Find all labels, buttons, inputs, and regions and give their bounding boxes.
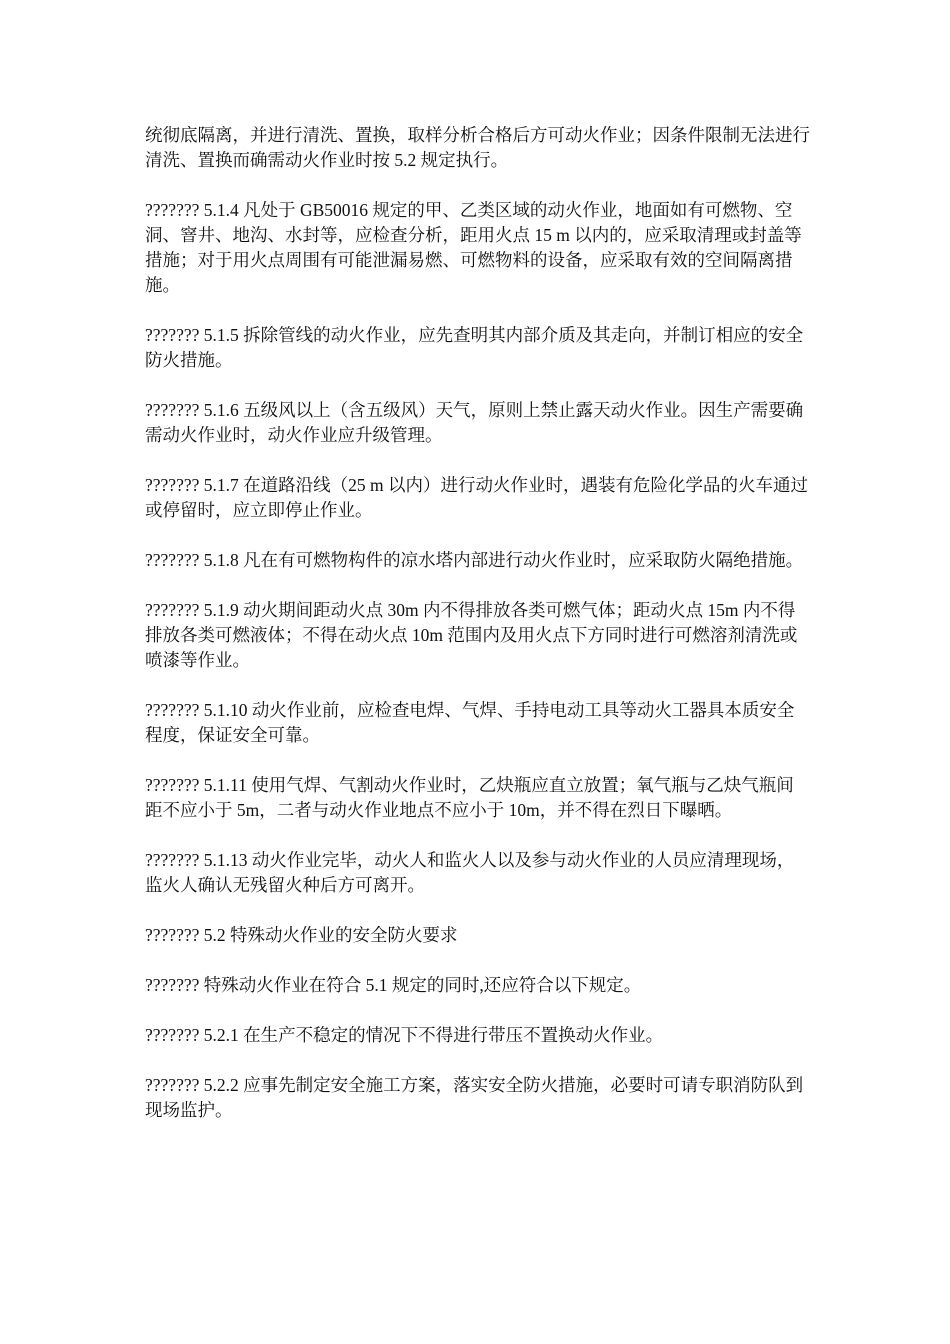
paragraph-5-2-intro: ??????? 特殊动火作业在符合 5.1 规定的同时,还应符合以下规定。	[145, 975, 642, 995]
section-heading-5-2: ??????? 5.2 特殊动火作业的安全防火要求	[145, 925, 458, 945]
paragraph-5-2-2: ??????? 5.2.2 应事先制定安全施工方案，落实安全防火措施，必要时可请专职消防队到现场监护。	[145, 1075, 804, 1120]
paragraph-continuation: 统彻底隔离，并进行清洗、置换，取样分析合格后方可动火作业；因条件限制无法进行清洗、置换而确需动火作业时按 5.2 规定执行。	[145, 125, 810, 170]
document-body	[145, 123, 810, 1148]
paragraph-5-1-5: ??????? 5.1.5 拆除管线的动火作业，应先查明其内部介质及其走向，并制订相应的安全防火措施。	[145, 325, 804, 370]
paragraph-5-1-4: ??????? 5.1.4 凡处于 GB50016 规定的甲、乙类区域的动火作业，地面如有可燃物、空洞、窨井、地沟、水封等，应检查分析，距用火点 15 m 以内的，应采取清理或封盖等措施；对于用火点周围有可能泄漏易燃、可燃物料的设备，应采取有效的空间隔离措施。	[145, 200, 802, 295]
paragraph-5-1-9: ??????? 5.1.9 动火期间距动火点 30m 内不得排放各类可燃气体；距动火点 15m 内不得排放各类可燃液体；不得在动火点 10m 范围内及用火点下方同时进行可燃溶剂清洗或喷漆等作业。	[145, 600, 798, 670]
paragraph-5-1-11: ??????? 5.1.11 使用气焊、气割动火作业时，乙炔瓶应直立放置；氧气瓶与乙炔气瓶间距不应小于 5m，二者与动火作业地点不应小于 10m，并不得在烈日下曝晒。	[145, 775, 794, 820]
paragraph-5-1-13: ??????? 5.1.13 动火作业完毕，动火人和监火人以及参与动火作业的人员应清理现场，监火人确认无残留火种后方可离开。	[145, 850, 795, 895]
paragraph-5-1-10: ??????? 5.1.10 动火作业前，应检查电焊、气焊、手持电动工具等动火工器具本质安全程度，保证安全可靠。	[145, 700, 795, 745]
paragraph-5-1-6: ??????? 5.1.6 五级风以上（含五级风）天气，原则上禁止露天动火作业。因生产需要确需动火作业时，动火作业应升级管理。	[145, 400, 804, 445]
paragraph-5-1-8: ??????? 5.1.8 凡在有可燃物构件的凉水塔内部进行动火作业时，应采取防火隔绝措施。	[145, 550, 804, 570]
paragraph-5-1-7: ??????? 5.1.7 在道路沿线（25 m 以内）进行动火作业时，遇装有危险化学品的火车通过或停留时，应立即停止作业。	[145, 475, 808, 520]
paragraph-5-2-1: ??????? 5.2.1 在生产不稳定的情况下不得进行带压不置换动火作业。	[145, 1025, 664, 1045]
